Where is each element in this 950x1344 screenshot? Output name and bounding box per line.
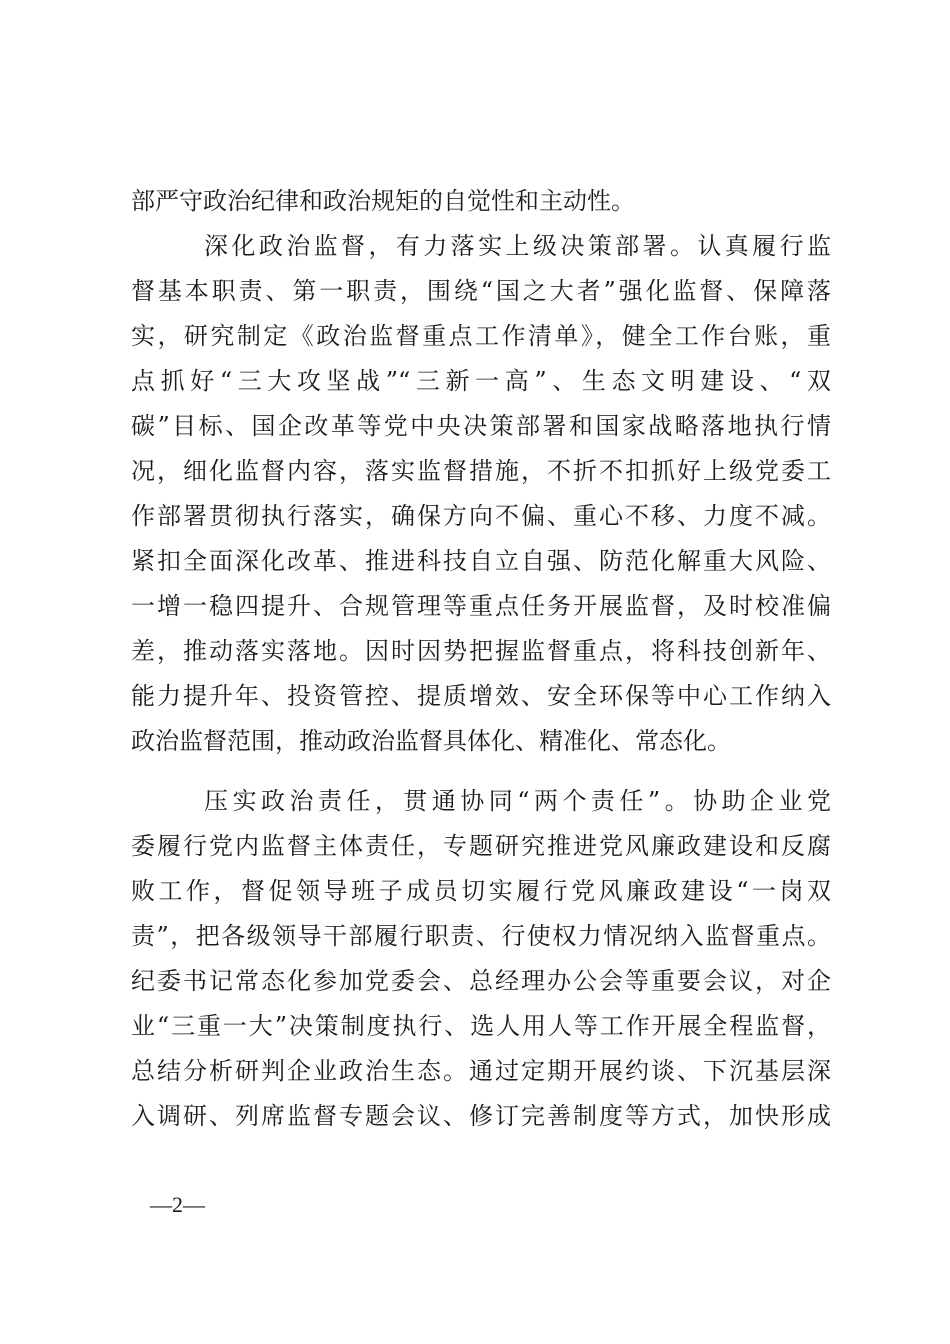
text-line: 督基本职责、第一职责，围绕“国之大者”强化监督、保障落 [131,277,831,305]
text-line: 入调研、列席监督专题会议、修订完善制度等方式，加快形成 [131,1102,831,1130]
text-line: 差，推动落实落地。因时因势把握监督重点，将科技创新年、 [131,637,831,665]
text-line: 业“三重一大”决策制度执行、选人用人等工作开展全程监督， [131,1012,831,1040]
text-line: 责”，把各级领导干部履行职责、行使权力情况纳入监督重点。 [131,922,831,950]
text-line: 一增一稳四提升、合规管理等重点任务开展监督，及时校准偏 [131,592,831,620]
text-line: 政治监督范围，推动政治监督具体化、精准化、常态化。 [131,727,731,755]
page-number: —2— [150,1192,205,1217]
text-line: 总结分析研判企业政治生态。通过定期开展约谈、下沉基层深 [131,1057,831,1085]
text-line: 部严守政治纪律和政治规矩的自觉性和主动性。 [131,187,635,215]
text-line: 败工作，督促领导班子成员切实履行党风廉政建设“一岗双 [131,877,831,905]
text-line: 作部署贯彻执行落实，确保方向不偏、重心不移、力度不减。 [131,502,831,530]
text-line: 委履行党内监督主体责任，专题研究推进党风廉政建设和反腐 [131,832,831,860]
paragraph-start-line: 深化政治监督，有力落实上级决策部署。认真履行监 [204,232,831,260]
text-line: 纪委书记常态化参加党委会、总经理办公会等重要会议，对企 [131,967,831,995]
text-line: 况，细化监督内容，落实监督措施，不折不扣抓好上级党委工 [131,457,831,485]
text-line: 碳”目标、国企改革等党中央决策部署和国家战略落地执行情 [131,412,831,440]
text-line: 紧扣全面深化改革、推进科技自立自强、防范化解重大风险、 [131,547,831,575]
text-line: 能力提升年、投资管控、提质增效、安全环保等中心工作纳入 [131,682,831,710]
text-line: 实，研究制定《政治监督重点工作清单》，健全工作台账，重 [131,322,831,350]
paragraph-start-line: 压实政治责任，贯通协同“两个责任”。协助企业党 [204,787,831,815]
text-line: 点抓好“三大攻坚战”“三新一高”、生态文明建设、“双 [131,367,831,395]
